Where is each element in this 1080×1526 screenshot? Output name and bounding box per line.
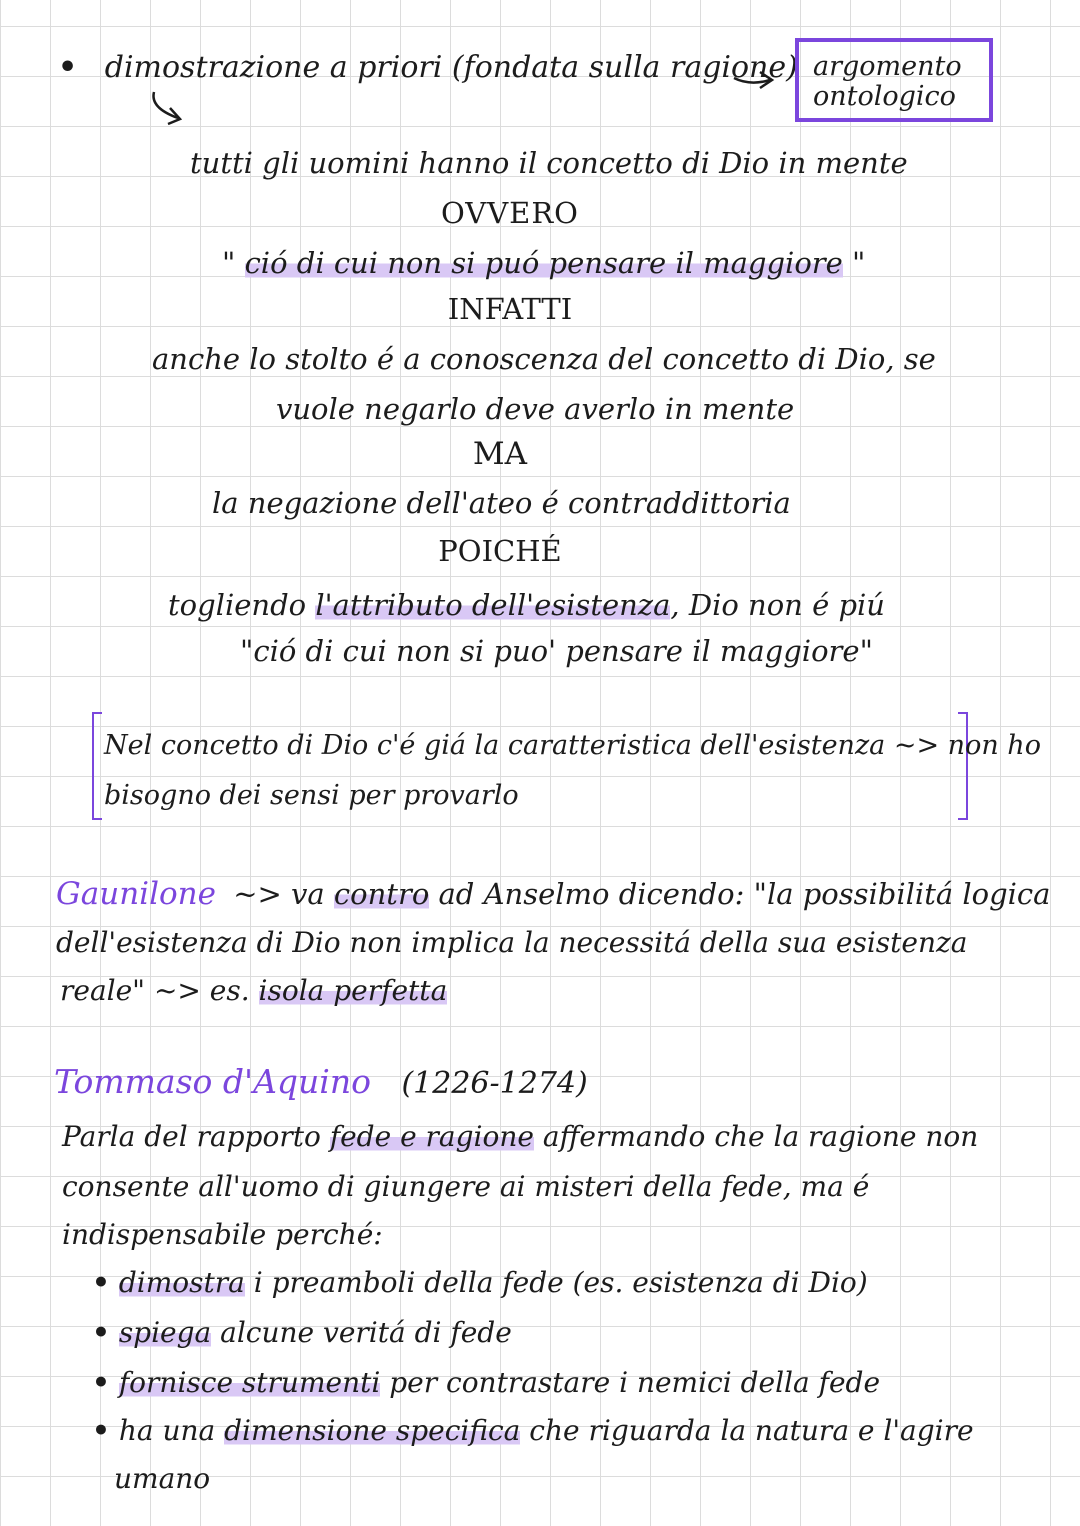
heading-line bbox=[58, 50, 798, 85]
item-2-highlight: spiega bbox=[118, 1316, 212, 1349]
quote-open: " bbox=[222, 246, 236, 280]
bullet: • bbox=[92, 1266, 110, 1299]
negarlo-line: vuole negarlo deve averlo in mente bbox=[276, 392, 795, 426]
concept-line: tutti gli uomini hanno il concetto di Dio in mente bbox=[190, 146, 908, 180]
ma-label: MA bbox=[472, 436, 528, 472]
ovvero-label: OVVERO bbox=[441, 196, 579, 230]
gaunilone-line-3 bbox=[60, 974, 447, 1007]
bullet: • bbox=[58, 50, 78, 85]
quote-2: "ció di cui non si puo' pensare il maggiore" bbox=[240, 634, 873, 668]
item-2-rest: alcune veritá di fede bbox=[211, 1316, 512, 1349]
argomento-ontologico-box bbox=[795, 38, 993, 122]
tommaso-p2: consente all'uomo di giungere ai misteri della fede, ma é bbox=[62, 1170, 870, 1203]
tommaso-p1-a: Parla del rapporto bbox=[62, 1120, 330, 1153]
togliendo-b: , Dio non é piú bbox=[670, 588, 885, 622]
gaunilone-name: Gaunilone bbox=[56, 876, 216, 912]
heading-text: dimostrazione a priori (fondata sulla ragione) bbox=[104, 50, 798, 85]
togliendo-highlight: l'attributo dell'esistenza bbox=[315, 588, 671, 622]
tommaso-p1 bbox=[62, 1120, 978, 1153]
box-line-1: argomento bbox=[813, 51, 962, 82]
tommaso-name: Tommaso d'Aquino bbox=[54, 1062, 371, 1101]
note-line-2: bisogno dei sensi per provarlo bbox=[104, 780, 519, 811]
tommaso-dates: (1226-1274) bbox=[401, 1066, 588, 1101]
item-4-highlight: dimensione specifica bbox=[224, 1414, 521, 1447]
box-line-2: ontologico bbox=[813, 81, 956, 112]
negazione-line: la negazione dell'ateo é contraddittoria bbox=[212, 486, 791, 520]
quote-1 bbox=[222, 246, 865, 280]
isola-highlight: isola perfetta bbox=[258, 974, 448, 1007]
list-item bbox=[92, 1316, 512, 1349]
list-item bbox=[92, 1266, 868, 1299]
gaunilone-highlight: contro bbox=[333, 877, 430, 911]
note-line-1: Nel concetto di Dio c'é giá la caratteristica dell'esistenza ~> non ho bbox=[104, 730, 1041, 761]
quote-close: " bbox=[852, 246, 866, 280]
gaunilone-line-2: dell'esistenza di Dio non implica la necessitá della sua esistenza bbox=[56, 926, 968, 959]
item-3-highlight: fornisce strumenti bbox=[118, 1366, 381, 1399]
list-item bbox=[92, 1366, 880, 1399]
gaunilone-line-1 bbox=[56, 876, 1050, 912]
down-arrow-icon bbox=[148, 88, 198, 130]
bullet: • bbox=[92, 1366, 110, 1399]
note-bracket-right bbox=[958, 712, 968, 820]
item-1-highlight: dimostra bbox=[118, 1266, 245, 1299]
item-1-rest: i preamboli della fede (es. esistenza di Dio) bbox=[244, 1266, 868, 1299]
togliendo-line bbox=[168, 588, 885, 622]
item-4-rest: che riguarda la natura e l'agire bbox=[520, 1414, 974, 1447]
item-3-rest: per contrastare i nemici della fede bbox=[380, 1366, 881, 1399]
tommaso-heading bbox=[54, 1062, 588, 1101]
list-item bbox=[92, 1414, 974, 1447]
note-bracket-left bbox=[92, 712, 102, 820]
stolto-line: anche lo stolto é a conoscenza del concetto di Dio, se bbox=[152, 342, 936, 376]
tommaso-p3: indispensabile perché: bbox=[62, 1218, 383, 1251]
bullet: • bbox=[92, 1316, 110, 1349]
togliendo-a: togliendo bbox=[168, 588, 316, 622]
bullet: • bbox=[92, 1414, 110, 1447]
right-arrow-icon bbox=[730, 62, 780, 92]
gaunilone-a: va bbox=[281, 877, 334, 911]
infatti-label: INFATTI bbox=[447, 292, 573, 326]
fede-ragione-highlight: fede e ragione bbox=[329, 1120, 534, 1153]
tommaso-last: umano bbox=[114, 1462, 211, 1495]
tommaso-p1-b: affermando che la ragione non bbox=[533, 1120, 979, 1153]
poiche-label: POICHÉ bbox=[438, 534, 562, 568]
item-4-pre: ha una bbox=[118, 1414, 225, 1447]
gaunilone-b: ad Anselmo dicendo: "la possibilitá logica bbox=[429, 877, 1051, 911]
gaunilone-arrow: ~> bbox=[233, 877, 282, 911]
gaunilone-reale: reale" ~> es. bbox=[60, 974, 259, 1007]
quote-1-text: ció di cui non si puó pensare il maggiore bbox=[244, 246, 843, 280]
